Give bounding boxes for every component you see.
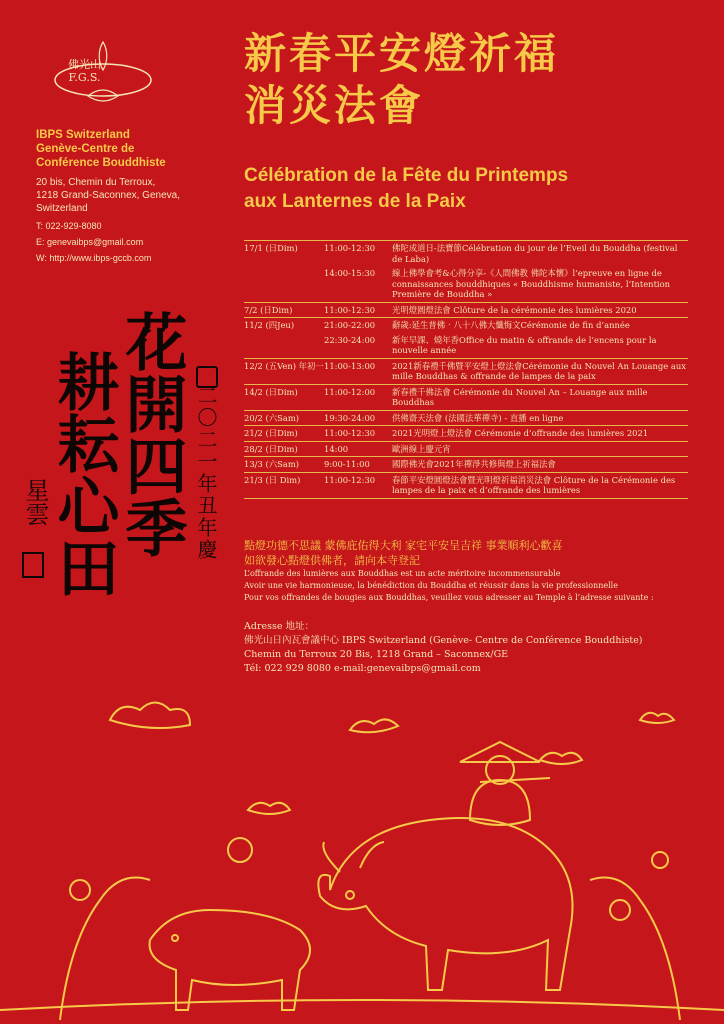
schedule-event: 新春禮千佛法會 Cérémonie du Nouvel An – Louange aux mille Bouddhas bbox=[392, 386, 648, 407]
address-block bbox=[244, 620, 704, 676]
schedule-event: 歐洲線上慶元宵 bbox=[392, 443, 451, 454]
contact-block bbox=[36, 128, 216, 263]
schedule-time: 9:00-11:00 bbox=[324, 459, 370, 469]
schedule-row bbox=[244, 473, 688, 499]
schedule-time: 11:00-12:30 bbox=[324, 474, 376, 485]
schedule-event: 線上佛學會考&心得分享-《人間佛教 佛陀本懷》l’epreuve en ligne de connaissances bouddhiques « Bouddhisme humaniste, l’Intention Première de Bouddha » bbox=[392, 268, 671, 299]
schedule-time: 19:30-24:00 bbox=[324, 412, 376, 423]
note-fr-2: Avoir une vie harmonieuse, la bénédiction du Bouddha et réussir dans la vie professionnelle bbox=[244, 581, 618, 590]
schedule-date: 21/2 (日Dim) bbox=[244, 428, 298, 438]
telephone: T: 022-929-8080 bbox=[36, 221, 102, 231]
schedule-table bbox=[244, 240, 688, 499]
schedule-event: 國際佛光會2021年禪淨共修與燈上祈福法會 bbox=[392, 459, 556, 469]
schedule-time: 11:00-12:30 bbox=[324, 428, 376, 438]
schedule-time: 22:30-24:00 bbox=[324, 334, 376, 345]
schedule-event: 光明燈圓燈法會 Clôture de la cérémonie des lumières 2020 bbox=[392, 304, 637, 315]
schedule-row bbox=[244, 411, 688, 427]
address-line-2: 1218 Grand-Saconnex, Geneva, bbox=[36, 190, 180, 201]
schedule-date: 14/2 (日Dim) bbox=[244, 386, 298, 397]
address-line-3: Switzerland bbox=[36, 203, 88, 214]
schedule-row bbox=[244, 442, 688, 458]
schedule-row bbox=[244, 359, 688, 385]
logo-text bbox=[68, 58, 101, 84]
title-fr-line-1: Célébration de la Fête du Printemps bbox=[244, 165, 569, 186]
schedule-date: 11/2 (四Jeu) bbox=[244, 320, 295, 330]
org-name-2: Genève-Centre de bbox=[36, 143, 135, 155]
calligraphy-column-1: 花開四季 bbox=[115, 310, 188, 558]
schedule-row bbox=[244, 385, 688, 411]
schedule-row bbox=[244, 318, 688, 359]
schedule-row bbox=[244, 426, 688, 442]
schedule-time: 11:00-13:00 bbox=[324, 360, 376, 371]
schedule-date: 13/3 (六Sam) bbox=[244, 459, 300, 469]
schedule-time: 11:00-12:00 bbox=[324, 386, 376, 397]
address-full-1: 佛光山日內瓦會議中心 IBPS Switzerland (Genève- Centre de Conférence Bouddhiste) bbox=[244, 635, 643, 646]
schedule-date: 12/2 (五Ven) 年初一 bbox=[244, 360, 324, 371]
schedule-date: 28/2 (日Dim) bbox=[244, 443, 298, 454]
notes-block bbox=[244, 538, 704, 604]
address-full-2: Chemin du Terroux 20 Bis, 1218 Grand – Saconnex/GE bbox=[244, 649, 509, 660]
org-name-3: Conférence Bouddhiste bbox=[36, 157, 166, 169]
fgs-logo bbox=[48, 40, 158, 112]
schedule-date: 7/2 (日Dim) bbox=[244, 304, 293, 315]
title-zh-line-2: 消災法會 bbox=[244, 81, 425, 130]
title-chinese bbox=[244, 28, 559, 132]
schedule-event: 春節平安燈圓燈法會暨光明燈祈福消災法會 Clôture de la Cérémonie des lampes de la paix et d’offrande des lumières bbox=[392, 474, 676, 495]
title-french bbox=[244, 163, 704, 215]
schedule-row bbox=[244, 457, 688, 473]
logo-text-zh: 佛光山 bbox=[68, 58, 101, 71]
schedule-time: 14:00 bbox=[324, 443, 349, 454]
ox-papercut-illustration bbox=[0, 690, 724, 1024]
schedule-row bbox=[244, 241, 688, 303]
schedule-time: 21:00-22:00 bbox=[324, 320, 376, 330]
address-full-3: Tél: 022 929 8080 e-mail:genevaibps@gmail.com bbox=[244, 663, 481, 674]
schedule-date: 20/2 (六Sam) bbox=[244, 412, 300, 423]
schedule-time: 11:00-12:30 bbox=[324, 304, 376, 315]
schedule-event: 佛陀成道日-法寶節Célébration du jour de l’Eveil du Bouddha (festival de Laba) bbox=[392, 243, 678, 264]
email-link[interactable]: E: genevaibps@gmail.com bbox=[36, 237, 144, 247]
schedule-time: 11:00-12:30 bbox=[324, 243, 376, 253]
org-name-1: IBPS Switzerland bbox=[36, 129, 130, 141]
schedule-time: 14:00-15:30 bbox=[324, 268, 376, 278]
calligraphy-date: 二〇二一年丑年慶 bbox=[194, 385, 218, 561]
schedule-date: 17/1 (日Dim) bbox=[244, 243, 298, 253]
address-label: Adresse 地址： bbox=[244, 621, 314, 632]
schedule-event: 新年早課、燒年香Office du matin & offrande de l’encens pour la nouvelle année bbox=[392, 334, 657, 355]
schedule-event: 辭歲:延生普佛‧八十八佛大懺悔文Cérémonie de fin d’année bbox=[392, 320, 630, 330]
note-zh-1: 點燈功德不思議 蒙佛庇佑得大利 家宅平安呈吉祥 事業順利心歡喜 bbox=[244, 539, 563, 552]
schedule-event: 2021光明燈上燈法會 Cérémonie d’offrande des lumières 2021 bbox=[392, 428, 649, 438]
title-zh-line-1: 新春平安燈祈福 bbox=[244, 29, 560, 78]
title-fr-line-2: aux Lanternes de la Paix bbox=[244, 191, 466, 212]
website-link[interactable]: W: http://www.ibps-gccb.com bbox=[36, 253, 152, 263]
schedule-event: 供佛齋天法會 (法國法華禪寺) - 直播 en ligne bbox=[392, 412, 564, 423]
note-zh-2: 如欲發心點燈供佛者，請向本寺登記 bbox=[244, 554, 420, 567]
address-line-1: 20 bis, Chemin du Terroux, bbox=[36, 177, 156, 188]
signature-seal-icon bbox=[22, 552, 44, 578]
calligraphy-column-2: 耕耘心田 bbox=[47, 350, 120, 598]
schedule-date: 21/3 (日 Dim) bbox=[244, 474, 301, 485]
schedule-event: 2021新春禮千佛暨平安燈上燈法會Cérémonie du Nouvel An Louange aux mille Bouddhas & offrande de lampes de la paix bbox=[392, 360, 686, 381]
note-fr-1: L’offrande des lumières aux Bouddhas est un acte méritoire incommensurable bbox=[244, 569, 561, 578]
logo-text-en: F.G.S. bbox=[68, 71, 101, 84]
note-fr-3: Pour vos offrandes de bougies aux Bouddhas, veuillez vous adresser au Temple à l’adresse suivante : bbox=[244, 593, 654, 602]
schedule-row bbox=[244, 303, 688, 319]
calligraphy-signature: 星雲 bbox=[21, 478, 49, 526]
